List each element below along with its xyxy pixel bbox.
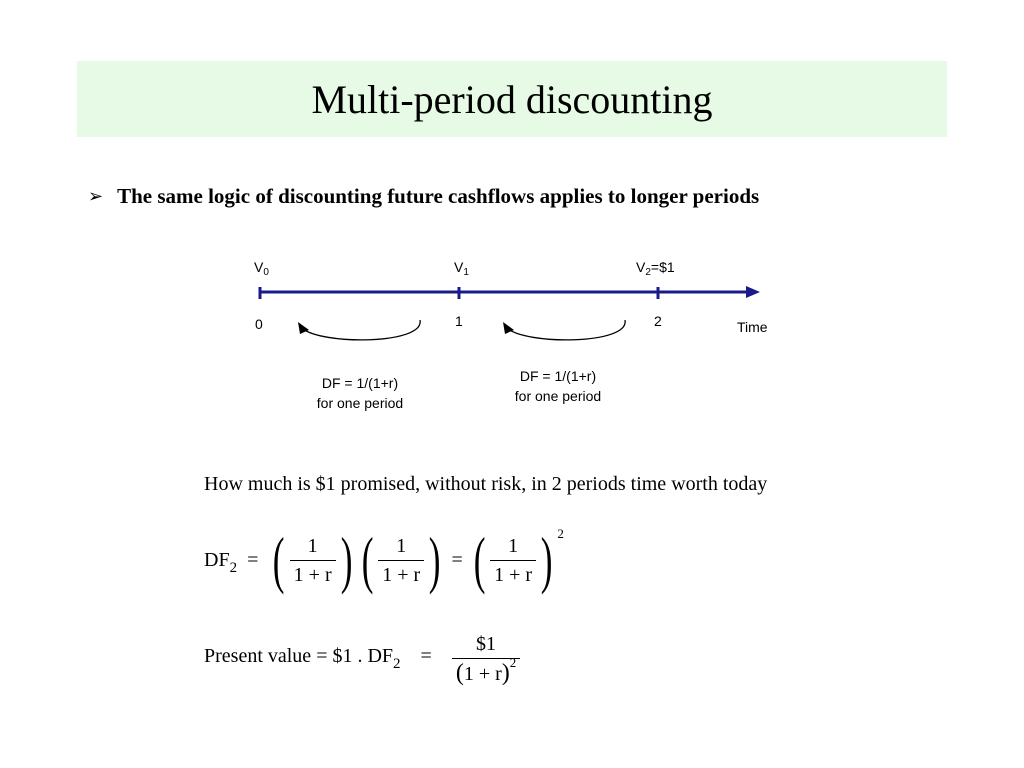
tick-label-1: 1 xyxy=(455,313,463,329)
slide-title: Multi-period discounting xyxy=(311,76,713,122)
bullet-text: The same logic of discounting future cashflows applies to longer periods xyxy=(117,184,760,208)
discount-arc-right xyxy=(507,320,625,340)
bullet-point xyxy=(88,184,759,209)
axis-label-time: Time xyxy=(737,319,768,335)
formula-df2: DF 2 = ( $\frac{1}{1 + r}$ ) ( $\frac{1}{1 + r}$ ) = ( $\frac{1}{1 + r}$ ) 2 xyxy=(204,524,564,595)
label-v0: $V_0$ xyxy=(254,259,269,278)
discount-arc-left xyxy=(302,320,420,340)
df-label-right: DF = 1/(1+r) for one period xyxy=(514,368,602,404)
arc-arrowhead-left xyxy=(298,322,309,334)
tick-label-2: 2 xyxy=(654,313,662,329)
arrow-bullet-icon: ➢ xyxy=(88,186,104,206)
arc-arrowhead-right xyxy=(503,322,514,334)
formula-present-value: Present value = $1 . DF 2 = $\frac{\$1}{(1 + r)^2}$ xyxy=(204,624,520,688)
timeline-arrowhead xyxy=(746,286,760,298)
label-v1: $V_1$ xyxy=(454,259,469,278)
title-banner xyxy=(77,61,947,137)
df-label-left: DF = 1/(1+r) for one period xyxy=(316,375,404,411)
question-text: How much is $1 promised, without risk, in 2 periods time worth today xyxy=(204,473,768,495)
label-v2: $V_2=\$1$ xyxy=(636,259,675,278)
tick-label-0: 0 xyxy=(255,316,263,332)
